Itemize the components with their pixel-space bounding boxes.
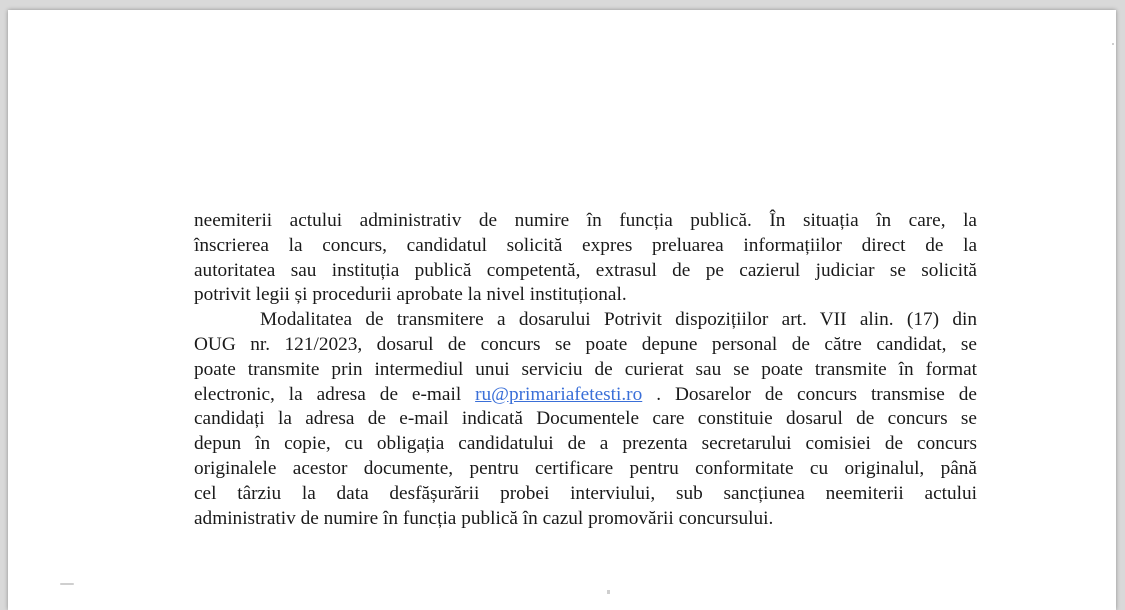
document-body <box>194 209 977 531</box>
email-link[interactable]: ru@primariafetesti.ro <box>475 383 643 405</box>
paragraph-line: cel târziu la data desfășurării probei interviului, sub sancțiunea neemiterii actului <box>194 482 977 504</box>
paragraph-line: candidați la adresa de e-mail indicată Documentele care constituie dosarul de concurs se <box>194 408 977 430</box>
paragraph-line: autoritatea sau instituția publică competentă, extrasul de pe cazierul judiciar se solicită <box>194 259 977 281</box>
paragraph-line: neemiterii actului administrativ de numire în funcția publică. În situația în care, la <box>194 210 977 231</box>
paragraph-line-email <box>194 383 977 408</box>
email-line-after: . Dosarelor de concurs transmise de <box>642 383 977 405</box>
paragraph-line: depun în copie, cu obligația candidatului de a prezenta secretarului comisiei de concurs <box>194 433 977 455</box>
email-line-before: electronic, la adresa de e-mail <box>194 383 476 405</box>
document-page <box>8 10 1116 610</box>
paragraph-line: potrivit legii și procedurii aprobate la nivel instituțional. <box>194 284 627 306</box>
paragraph-line: Modalitatea de transmitere a dosarului Potrivit dispozițiilor art. VII alin. (17) din <box>260 309 977 331</box>
paragraph-line: OUG nr. 121/2023, dosarul de concurs se poate depune personal de către candidat, se <box>194 333 977 355</box>
paragraph-line: administrativ de numire în funcția publică în cazul promovării concursului. <box>194 507 774 529</box>
paragraph-line: înscrierea la concurs, candidatul solicită expres preluarea informațiilor direct de la <box>194 234 977 256</box>
scan-speck <box>60 583 74 585</box>
scan-speck <box>607 590 610 594</box>
paragraph-line: poate transmite prin intermediul unui serviciu de curierat sau se poate transmite în format <box>194 358 977 380</box>
paragraph-line: originalele acestor documente, pentru certificare pentru conformitate cu originalul, până <box>194 457 977 479</box>
scan-speck <box>1112 43 1114 45</box>
